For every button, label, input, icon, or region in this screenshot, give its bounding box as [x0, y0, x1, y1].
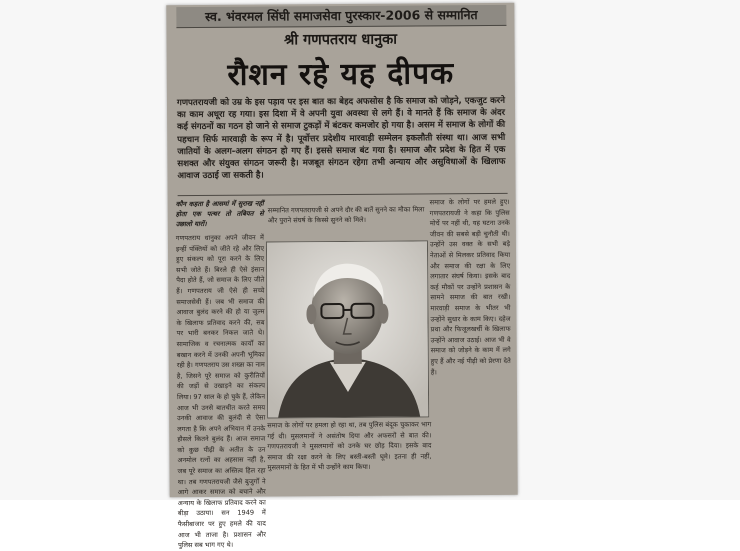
middle-bottom-paragraph: समाज के लोगों पर हमला हो रहा था, तब पुलिस बंदूक चुकाकर भाग गई थी। मुसलमानों ने असंतोष दिया और अफसरों से बात की। गणपतरायजी ने मुसलमानों को उनके घर छोड़ दिया। इसके बाद समाज की रक्षा करने के लिए बस्ती-बस्ती घूमे। इतना ही नहीं, मुसलमानों के हित में भी उन्होंने काम किया।: [267, 419, 431, 473]
middle-bottom-text: [267, 419, 432, 496]
left-column: [176, 199, 266, 496]
left-column-text: गणपतराय धानुका अपने जीवन में इन्हीं पंक्तियों को जीते रहे और लिए हुए संकल्प को पूरा करने के लिए सभी जोते हैं। बिरले ही ऐसे इंसान पैदा होते हैं, जो समाज के लिए जीते हैं। गणपतराय जी ऐसे ही सच्चे समाजसेवी हैं। जब भी समाज की आवाज बुलंद करने की हो या जुल्म के खिलाफ प्रतिवाद करने की, सब पर भारी बनकर निकल जाते थे। सामाजिक व रचनात्मक कार्यों का बखान करने में उनकी अपनी भूमिका रही है। गणपतराय उस शख्स का नाम है, जिसने पूरे समाज को कुरीतियों की जड़ों से उखाड़ने का संकल्प लिया। 97 साल के हो चुके हैं, लेकिन आज भी उनसे बातचीत करते समय उनकी आवाज की बुलंदी से ऐसा लगता है कि अपने अभियान में उनके हौसले कितने बुलंद हैं। आज समाज को कुछ पीढ़ी के अतीत के उन अनमोल रत्नों का अहसास नहीं है, जब पूरे समाज का अस्तित्व हिल रहा था। तब गणपतरायजी जैसे बुजुर्गों ने आगे आकर समाज को बचाने और अन्याय के खिलाफ प्रतिवाद करने का बीड़ा उठाया। सन 1949 में फैसीबाजार पर हुए हमले की याद आज भी ताजा है। प्रशासन और पुलिस सब भाग गए थे।: [176, 233, 266, 551]
portrait-photo: [266, 240, 429, 418]
article-intro-paragraph: [177, 95, 506, 193]
newspaper-clipping: [166, 3, 517, 497]
middle-top-text: [268, 197, 428, 234]
middle-top-paragraph: सम्मानित गणपतरायजी से अपने दौर की बातें सुनने का मौका मिला और पुराने संघर्ष के किस्से सुनने को मिले।: [268, 204, 428, 226]
article-headline: रौशन रहे यह दीपक: [167, 51, 515, 94]
award-banner: स्व. भंवरमल सिंघी समाजसेवा पुरस्कार-2006 से सम्मानित: [176, 5, 506, 28]
right-column-text: समाज के लोगों पर हमले हुए। गणपतरायजी ने कहा कि पुलिस मोर्चे पर नहीं थी, यह घटना उनके जीवन की सबसे बड़ी चुनौती थी। उन्होंने उस वक्त के सभी बड़े नेताओं से मिलकर प्रतिवाद किया और समाज की रक्षा के लिए लगातार संघर्ष किया। इसके बाद कई मौकों पर उन्होंने प्रशासन के सामने समाज की बात रखी। मारवाड़ी समाज के भीतर भी उन्होंने सुधार के काम किए। दहेज प्रथा और फिजूलखर्ची के खिलाफ उन्होंने आवाज उठाई। आज भी वे समाज को जोड़ने के काम में लगे हुए हैं और नई पीढ़ी को प्रेरणा देते हैं।: [430, 197, 511, 378]
intro-text: गणपतरायजी को उम्र के इस पड़ाव पर इस बात का बेहद अफसोस है कि समाज को जोड़ने, एकजुट करने का काम अधूरा रह गया। इस दिशा में वे अपनी युवा अवस्था से लगे हैं। वे मानते हैं कि समाज के अंदर कई संगठनों का गठन हो जाने से समाज टुकड़ों में बंटकर कमजोर हो गया है। असम में समाज के लोगों की पहचान सिर्फ मारवाड़ी के रूप में है। पूर्वोत्तर प्रदेशीय मारवाड़ी सम्मेलन इकलौती संस्था था। आज सभी जातियों के अलग-अलग संगठन हो गए हैं। इससे समाज बंट गया है। समाज और प्रदेश के हित में एक सशक्त और संयुक्त संगठन जरूरी है। मजबूत संगठन रहेगा तभी अन्याय और असुविधाओं के खिलाफ आवाज उठाई जा सकती है।: [177, 95, 506, 183]
section-divider: [178, 193, 508, 196]
right-column: [430, 197, 512, 494]
pull-quote: कौन कहता है आसमां में सुराख नहीं होता एक पत्थर तो तबियत से उछालो यारों।: [176, 199, 264, 230]
portrait-illustration: [267, 241, 428, 417]
article-byline: श्री गणपतराय धानुका: [166, 28, 514, 50]
